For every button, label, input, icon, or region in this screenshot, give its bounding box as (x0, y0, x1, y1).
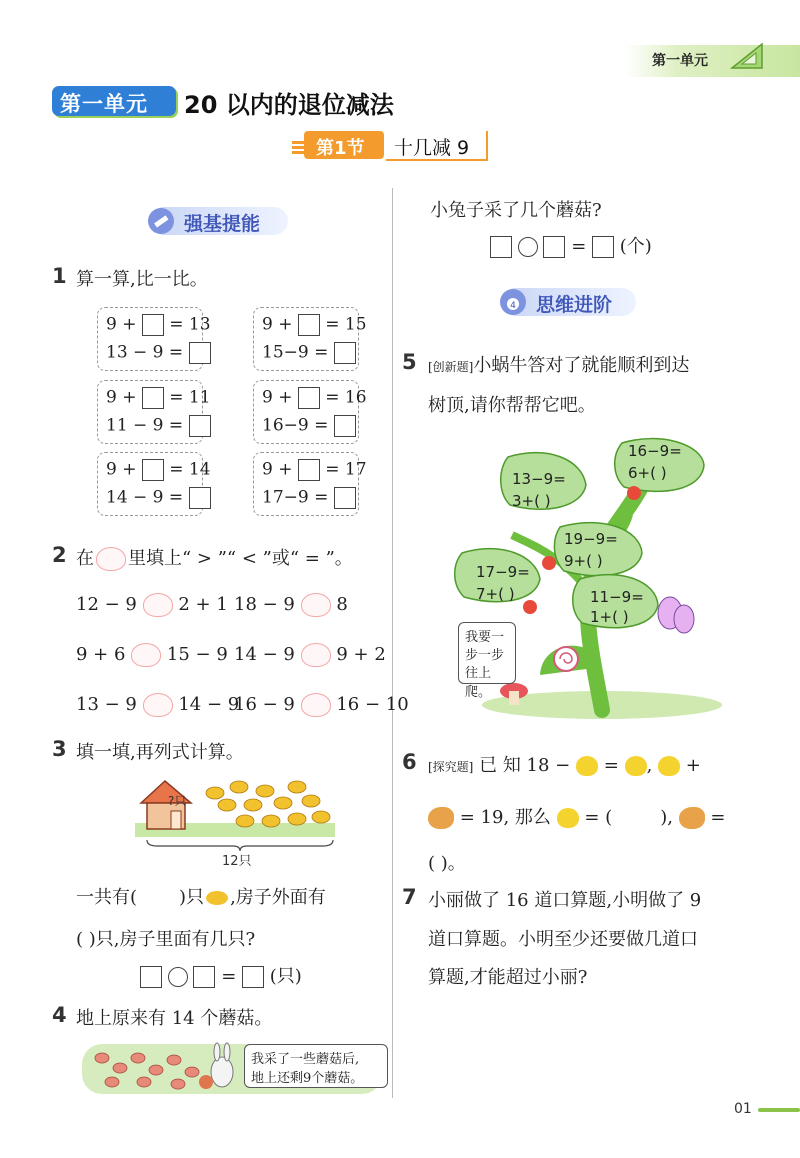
snail-icon (554, 647, 578, 671)
chick-icon (206, 891, 228, 905)
q5-number: 5 (402, 350, 417, 374)
answer-box[interactable] (189, 415, 211, 437)
pencil-icon (146, 206, 176, 236)
q1-text: = 14 (169, 459, 211, 480)
compare-slot[interactable] (143, 693, 173, 717)
svg-text:4: 4 (510, 301, 516, 311)
q1-text: 17−9 = (262, 487, 329, 508)
q1-text: 15−9 = (262, 342, 329, 363)
leaf-expr (564, 530, 618, 570)
bubble-line: 地上还剩9个蘑菇。 (251, 1071, 364, 1086)
q4-number: 4 (52, 1003, 67, 1027)
q2-item (234, 643, 386, 667)
q5-line2: 树顶,请你帮帮它吧。 (428, 395, 596, 416)
q2-prompt-b: 里填上“ > ”“ < ”或“ = ”。 (128, 548, 353, 569)
answer-box[interactable] (490, 236, 512, 258)
q1-text: 14 − 9 = (106, 487, 184, 508)
q2-item (234, 693, 409, 717)
q1-text: 11 − 9 = (106, 415, 184, 436)
q2-left: 9 + 6 (76, 644, 126, 665)
duck-icon (625, 756, 647, 776)
q1-text: = 17 (325, 459, 367, 480)
q6-line2 (428, 803, 726, 829)
q3-prompt: 填一填,再列式计算。 (76, 742, 244, 763)
q7-line2: 道口算题。小明至少还要做几道口 (428, 929, 698, 950)
leaf-line[interactable]: 3+( ) (512, 492, 551, 510)
leaf-line[interactable]: 6+( ) (628, 464, 667, 482)
q5-text1: 小蜗牛答对了就能顺利到达 (473, 355, 690, 376)
footer-line (758, 1108, 800, 1112)
q6-number: 6 (402, 750, 417, 774)
section-badge (304, 131, 384, 159)
q2-left: 16 − 9 (234, 694, 295, 715)
compare-slot[interactable] (301, 693, 331, 717)
q1-text: 9 + (106, 314, 137, 335)
answer-box[interactable] (298, 387, 320, 409)
compare-slot[interactable] (131, 643, 161, 667)
q2-number: 2 (52, 543, 67, 567)
leaf-line: 13−9= (512, 470, 566, 488)
q3-number: 3 (52, 737, 67, 761)
q1-text: 13 − 9 = (106, 342, 184, 363)
q2-left: 13 − 9 (76, 694, 137, 715)
answer-box[interactable] (543, 236, 565, 258)
answer-box[interactable] (193, 966, 215, 988)
q2-left: 14 − 9 (234, 644, 295, 665)
q1-group (253, 307, 367, 371)
section-name-box (386, 131, 488, 161)
q1-group (253, 380, 367, 444)
q2-left: 18 − 9 (234, 594, 295, 615)
q1-number: 1 (52, 264, 67, 288)
ruler-icon (728, 40, 768, 72)
q6-text: ), (660, 807, 673, 828)
q2-item (234, 593, 348, 617)
unit-badge (52, 86, 176, 116)
q4-question: 小兔子采了几个蘑菇? (430, 200, 602, 221)
column-divider (392, 188, 393, 1098)
compare-slot[interactable] (301, 593, 331, 617)
answer-box[interactable] (189, 342, 211, 364)
bubble-line: 步一步 (465, 648, 505, 663)
q7-line1: 小丽做了 16 道口算题,小明做了 9 (428, 890, 702, 911)
q1-text: = 15 (325, 314, 367, 335)
q7-line3: 算题,才能超过小丽? (428, 967, 588, 988)
q6-text: = (603, 755, 619, 776)
page-number: 01 (734, 1101, 752, 1117)
operator-slot[interactable] (168, 967, 188, 987)
bubble-line: 我要一 (465, 630, 505, 645)
answer-box[interactable] (189, 487, 211, 509)
q4-equation: = (个) (490, 232, 652, 258)
q5-line1 (428, 351, 689, 377)
section-name: 十几减 9 (394, 137, 470, 159)
q1-text: = 16 (325, 387, 367, 408)
q3-line1-b: )只 (179, 887, 205, 908)
q6-line3: ( )。 (428, 853, 466, 874)
q5-tag: [创新题] (428, 360, 474, 374)
peach-icon (96, 547, 126, 571)
q2-item (76, 643, 228, 667)
q1-prompt: 算一算,比一比。 (76, 269, 208, 290)
q1-text: 16−9 = (262, 415, 329, 436)
leaf-expr (476, 563, 530, 603)
q1-text: 9 + (262, 314, 293, 335)
q1-group (97, 307, 211, 371)
q1-text: = 13 (169, 314, 211, 335)
q6-text: = ( (584, 807, 613, 828)
q6-tag: [探究题] (428, 760, 474, 774)
duck-icon (658, 756, 680, 776)
answer-box[interactable] (140, 966, 162, 988)
answer-box[interactable] (142, 387, 164, 409)
answer-box[interactable] (298, 314, 320, 336)
q1-text: 9 + (106, 387, 137, 408)
section-badge-text: 第1节 (316, 138, 365, 159)
chick-house-illustration (135, 775, 335, 845)
bubble-line: 我采了一些蘑菇后, (251, 1052, 360, 1067)
leaf-line: 19−9= (564, 530, 618, 548)
duck-icon (576, 756, 598, 776)
header-unit-tag: 第一单元 (652, 53, 708, 69)
q3-line1-a: 一共有( (76, 887, 138, 908)
page-title: 20 以内的退位减法 (184, 91, 394, 119)
answer-box[interactable] (142, 314, 164, 336)
hen-icon (679, 807, 705, 829)
medal-icon (498, 287, 528, 317)
duck-icon (557, 808, 579, 828)
q1-group (97, 380, 211, 444)
answer-box[interactable] (592, 236, 614, 258)
leaf-line: 17−9= (476, 563, 530, 581)
q2-item (76, 693, 239, 717)
q3-line2: ( )只,房子里面有几只? (76, 929, 256, 950)
q6-text: = (710, 807, 726, 828)
q1-text: 9 + (106, 459, 137, 480)
q2-prompt-a: 在 (76, 548, 94, 569)
rabbit-speech-bubble (244, 1044, 388, 1088)
q1-text: = 11 (169, 387, 211, 408)
answer-box[interactable] (142, 459, 164, 481)
q1-group (97, 452, 211, 516)
q6-text: + (685, 755, 701, 776)
house-label: ?只 (168, 794, 187, 808)
q6-line1 (428, 751, 701, 777)
answer-box[interactable] (242, 966, 264, 988)
leaf-line[interactable]: 1+( ) (590, 608, 629, 626)
leaf-line: 11−9= (590, 588, 644, 606)
leaf-line[interactable]: 7+( ) (476, 585, 515, 603)
leaf-expr (590, 588, 644, 626)
q6-text: , (646, 755, 653, 776)
q6-text: = 19, 那么 (459, 807, 551, 828)
answer-box[interactable] (334, 415, 356, 437)
compare-slot[interactable] (301, 643, 331, 667)
brace-label: 12只 (222, 854, 252, 869)
q2-right: 8 (336, 594, 348, 615)
q6-text: 已 知 18 − (479, 755, 571, 776)
butterfly-icon (658, 597, 694, 633)
q3-equation: = (只) (140, 962, 302, 988)
bubble-line: 往上爬。 (465, 666, 492, 700)
part1-label: 强基提能 (184, 213, 261, 235)
q3-unit: (只) (269, 966, 302, 987)
q2-left: 12 − 9 (76, 594, 137, 615)
q2-prompt (76, 544, 353, 571)
unit-badge-text: 第一单元 (60, 92, 148, 116)
q2-right: 16 − 10 (336, 694, 409, 715)
q2-right: 15 − 9 (166, 644, 228, 665)
q3-line1-c: ,房子外面有 (230, 887, 326, 908)
answer-box[interactable] (334, 342, 356, 364)
answer-box[interactable] (334, 487, 356, 509)
q2-right: 2 + 1 (178, 594, 228, 615)
operator-slot[interactable] (518, 237, 538, 257)
leaf-expr (628, 442, 682, 482)
leaf-line: 16−9= (628, 442, 682, 460)
part2-label: 思维进阶 (536, 294, 613, 316)
q1-group (253, 452, 367, 516)
snail-speech-bubble (458, 622, 516, 700)
leaf-line[interactable]: 9+( ) (564, 552, 603, 570)
q1-text: 9 + (262, 459, 293, 480)
answer-box[interactable] (298, 459, 320, 481)
q1-text: 9 + (262, 387, 293, 408)
hen-icon (428, 807, 454, 829)
q2-item (76, 593, 228, 617)
leaf-expr (512, 470, 566, 510)
compare-slot[interactable] (143, 593, 173, 617)
q4-prompt: 地上原来有 14 个蘑菇。 (76, 1008, 273, 1029)
q2-right: 14 − 9 (178, 694, 240, 715)
q7-number: 7 (402, 885, 417, 909)
q4-unit: (个) (619, 236, 652, 257)
q3-line1 (76, 883, 326, 909)
q2-right: 9 + 2 (336, 644, 386, 665)
